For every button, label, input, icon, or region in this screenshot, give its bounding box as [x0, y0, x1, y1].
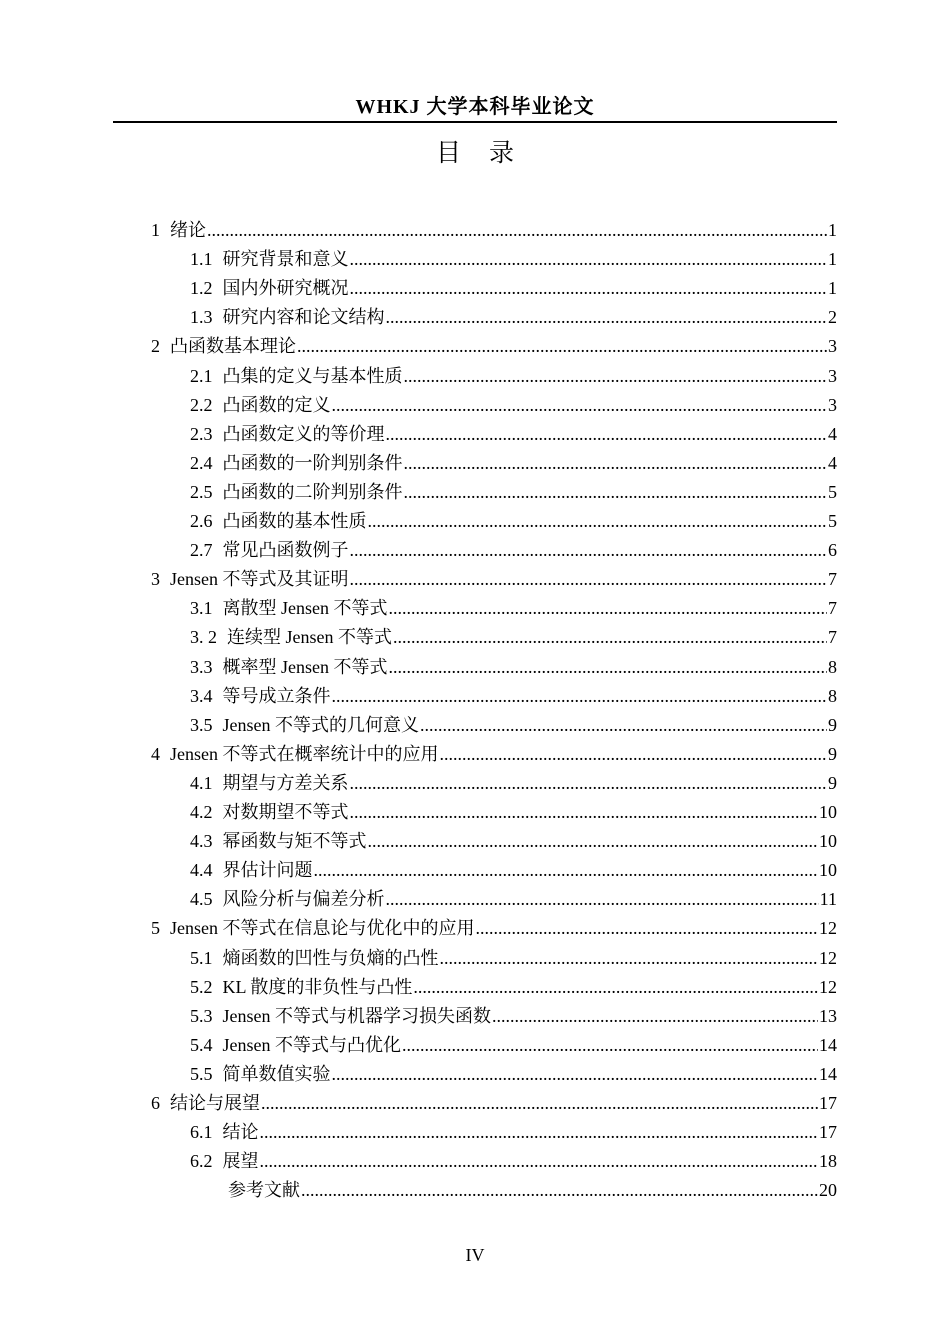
toc-entry-number: 4.4: [190, 860, 213, 880]
toc-entry[interactable]: [190, 362, 837, 390]
header-rule: [113, 121, 837, 123]
toc-entry-page: 7: [828, 598, 837, 618]
toc-entry-title: 国内外研究概况: [222, 278, 349, 298]
toc-entry[interactable]: [190, 1031, 837, 1059]
toc-entry-page: 9: [828, 744, 837, 764]
toc-entry-title: 研究内容和论文结构: [222, 307, 385, 327]
toc-leader-dots: [350, 798, 819, 826]
toc-entry[interactable]: [190, 973, 837, 1001]
toc-entry-title: 凸集的定义与基本性质: [222, 366, 403, 386]
toc-leader-dots: [368, 827, 819, 855]
toc-entry-number: 1.1: [190, 249, 213, 269]
toc-leader-dots: [350, 274, 828, 302]
toc-leader-dots: [297, 332, 827, 360]
toc-entry-number: 3: [151, 569, 160, 589]
toc-entry-title: 展望: [222, 1151, 259, 1171]
toc-entry-number: 4.1: [190, 773, 213, 793]
toc-entry-number: 3.4: [190, 686, 213, 706]
toc-entry[interactable]: [151, 332, 837, 360]
toc-leader-dots: [404, 449, 828, 477]
toc-entry-number: 2.1: [190, 366, 213, 386]
toc-entry[interactable]: [190, 1002, 837, 1030]
toc-entry-number: 5.4: [190, 1035, 213, 1055]
toc-leader-dots: [332, 682, 828, 710]
toc-leader-dots: [440, 740, 828, 768]
toc-entry-page: 6: [828, 540, 837, 560]
toc-leader-dots: [476, 914, 819, 942]
toc-entry[interactable]: [190, 944, 837, 972]
toc-leader-dots: [350, 536, 828, 564]
toc-entry-title: 幂函数与矩不等式: [222, 831, 367, 851]
toc-entry-page: 8: [828, 686, 837, 706]
toc-entry-page: 7: [828, 627, 837, 647]
toc-entry-number: 5: [151, 918, 160, 938]
toc-entry-number: 1.2: [190, 278, 213, 298]
toc-entry[interactable]: [151, 1089, 837, 1117]
toc-entry[interactable]: [190, 274, 837, 302]
toc-entry-title: 界估计问题: [222, 860, 313, 880]
toc-entry[interactable]: [190, 653, 837, 681]
toc-entry-page: 4: [828, 424, 837, 444]
toc-entry-number: 6.2: [190, 1151, 213, 1171]
toc-entry[interactable]: [190, 536, 837, 564]
toc-entry-title: 绪论: [170, 220, 206, 240]
toc-entry[interactable]: [190, 769, 837, 797]
toc-leader-dots: [393, 623, 827, 651]
toc-entry-page: 1: [828, 220, 837, 240]
toc-entry-page: 20: [819, 1180, 837, 1200]
toc-entry[interactable]: [190, 623, 837, 651]
toc-entry-page: 13: [819, 1006, 837, 1026]
toc-entry-title: 熵函数的凹性与负熵的凸性: [222, 948, 439, 968]
toc-entry-page: 12: [819, 977, 837, 997]
toc-entry-page: 17: [819, 1093, 837, 1113]
toc-entry-number: 2: [151, 336, 160, 356]
toc-leader-dots: [260, 1118, 819, 1146]
toc-entry-title: 对数期望不等式: [222, 802, 349, 822]
toc-leader-dots: [350, 245, 828, 273]
toc-leader-dots: [389, 594, 828, 622]
toc-entry-title: 凸函数基本理论: [170, 336, 296, 356]
toc-entry[interactable]: [190, 827, 837, 855]
toc-entry[interactable]: [151, 914, 837, 942]
toc-leader-dots: [332, 1060, 819, 1088]
toc-entry[interactable]: [190, 478, 837, 506]
toc-entry-title: 凸函数的二阶判别条件: [222, 482, 403, 502]
toc-leader-dots: [386, 420, 828, 448]
toc-entry-title: Jensen 不等式的几何意义: [222, 715, 419, 735]
toc-entry-title: 凸函数的基本性质: [222, 511, 367, 531]
toc-entry-page: 3: [828, 366, 837, 386]
toc-entry-number: 3.1: [190, 598, 213, 618]
toc-leader-dots: [402, 1031, 818, 1059]
toc-entry-number: 5.1: [190, 948, 213, 968]
toc-leader-dots: [492, 1002, 818, 1030]
toc-entry-page: 18: [819, 1151, 837, 1171]
toc-entry-number: 4.2: [190, 802, 213, 822]
toc-entry-page: 12: [819, 918, 837, 938]
toc-entry[interactable]: [190, 303, 837, 331]
toc-entry-number: 4: [151, 744, 160, 764]
toc-entry-title: 凸函数的一阶判别条件: [222, 453, 403, 473]
toc-leader-dots: [440, 944, 819, 972]
toc-entry[interactable]: [190, 507, 837, 535]
toc-entry-title: 凸函数定义的等价理: [222, 424, 385, 444]
toc-entry-page: 1: [828, 249, 837, 269]
toc-entry[interactable]: [190, 391, 837, 419]
toc-entry-page: 2: [828, 307, 837, 327]
toc-entry-title: Jensen 不等式在信息论与优化中的应用: [170, 918, 475, 938]
toc-entry-page: 5: [828, 511, 837, 531]
toc-entry-page: 17: [819, 1122, 837, 1142]
toc-leader-dots: [404, 362, 828, 390]
toc-entry-number: 1.3: [190, 307, 213, 327]
toc-entry[interactable]: [190, 1060, 837, 1088]
toc-entry-title: 结论: [222, 1122, 259, 1142]
toc-entry[interactable]: [151, 216, 837, 244]
toc-entry-number: 1: [151, 220, 160, 240]
running-header: WHKJ 大学本科毕业论文: [355, 96, 595, 118]
toc-entry-page: 4: [828, 453, 837, 473]
toc-entry-number: 5.2: [190, 977, 213, 997]
toc-entry-title: 离散型 Jensen 不等式: [222, 598, 388, 618]
toc-entry-page: 14: [819, 1064, 837, 1084]
toc-entry-title: 研究背景和意义: [222, 249, 349, 269]
toc-entry[interactable]: [190, 682, 837, 710]
toc-title: 目录: [435, 138, 542, 167]
toc-entry-page: 10: [819, 802, 837, 822]
toc-entry-title: Jensen 不等式及其证明: [170, 569, 349, 589]
toc-leader-dots: [207, 216, 827, 244]
toc-leader-dots: [386, 885, 819, 913]
toc-entry-page: 10: [819, 831, 837, 851]
toc-entry-page: 8: [828, 657, 837, 677]
toc-entry-number: 4.5: [190, 889, 213, 909]
toc-entry-title: 连续型 Jensen 不等式: [227, 627, 392, 647]
toc-entry-page: 7: [828, 569, 837, 589]
toc-entry-page: 3: [828, 395, 837, 415]
toc-entry-title: 简单数值实验: [222, 1064, 331, 1084]
toc-leader-dots: [332, 391, 828, 419]
toc-entry[interactable]: [151, 565, 837, 593]
toc-entry-title: 凸函数的定义: [222, 395, 331, 415]
toc-leader-dots: [261, 1089, 818, 1117]
toc-entry-number: 2.7: [190, 540, 213, 560]
toc-entry-page: 1: [828, 278, 837, 298]
toc-entry[interactable]: [190, 856, 837, 884]
toc-entry[interactable]: [190, 594, 837, 622]
toc-entry-number: 6.1: [190, 1122, 213, 1142]
toc-entry[interactable]: [190, 245, 837, 273]
toc-entry-title: 结论与展望: [170, 1093, 260, 1113]
toc-entry[interactable]: [190, 449, 837, 477]
toc-entry[interactable]: [190, 420, 837, 448]
toc-entry-page: 14: [819, 1035, 837, 1055]
toc-entry-number: 2.6: [190, 511, 213, 531]
toc-entry[interactable]: [151, 740, 837, 768]
toc-entry[interactable]: [190, 1118, 837, 1146]
toc-leader-dots: [413, 973, 818, 1001]
page-number: IV: [465, 1245, 485, 1265]
toc-entry[interactable]: [190, 1147, 837, 1175]
toc-entry-page: 3: [828, 336, 837, 356]
toc-entry-number: 3.5: [190, 715, 213, 735]
toc-leader-dots: [301, 1176, 818, 1204]
toc-entry-number: 5.5: [190, 1064, 213, 1084]
toc-entry-title: 风险分析与偏差分析: [222, 889, 385, 909]
toc-leader-dots: [368, 507, 828, 535]
toc-entry-title: 概率型 Jensen 不等式: [222, 657, 388, 677]
toc-entry-page: 9: [828, 773, 837, 793]
toc-entry-title: 常见凸函数例子: [222, 540, 349, 560]
toc-entry-number: 6: [151, 1093, 160, 1113]
toc-entry[interactable]: [190, 798, 837, 826]
toc-entry-title: KL 散度的非负性与凸性: [222, 977, 413, 997]
toc-entry-title: Jensen 不等式与机器学习损失函数: [222, 1006, 491, 1026]
toc-entry-number: 2.5: [190, 482, 213, 502]
toc-entry-page: 5: [828, 482, 837, 502]
toc-entry-page: 12: [819, 948, 837, 968]
toc-entry-number: 5.3: [190, 1006, 213, 1026]
toc-entry[interactable]: [190, 885, 837, 913]
toc-entry-title: 等号成立条件: [222, 686, 331, 706]
toc-entry-page: 9: [828, 715, 837, 735]
toc-leader-dots: [420, 711, 827, 739]
toc-entry-number: 4.3: [190, 831, 213, 851]
toc-leader-dots: [314, 856, 819, 884]
toc-leader-dots: [404, 478, 828, 506]
toc-entry-number: 3. 2: [190, 627, 217, 647]
toc-leader-dots: [350, 565, 828, 593]
toc-leader-dots: [260, 1147, 819, 1175]
toc-leader-dots: [350, 769, 828, 797]
toc-entry-number: 2.4: [190, 453, 213, 473]
toc-entry-page: 11: [819, 889, 837, 909]
toc-entry-title: Jensen 不等式与凸优化: [222, 1035, 401, 1055]
toc-entry[interactable]: [228, 1176, 837, 1204]
toc-leader-dots: [389, 653, 828, 681]
toc-entry-title: Jensen 不等式在概率统计中的应用: [170, 744, 439, 764]
toc-leader-dots: [386, 303, 828, 331]
toc-entry-title: 参考文献: [228, 1180, 300, 1200]
toc-entry[interactable]: [190, 711, 837, 739]
toc-entry-number: 2.2: [190, 395, 213, 415]
toc-entry-page: 10: [819, 860, 837, 880]
toc-entry-title: 期望与方差关系: [222, 773, 349, 793]
toc-entry-number: 3.3: [190, 657, 213, 677]
toc-entry-number: 2.3: [190, 424, 213, 444]
